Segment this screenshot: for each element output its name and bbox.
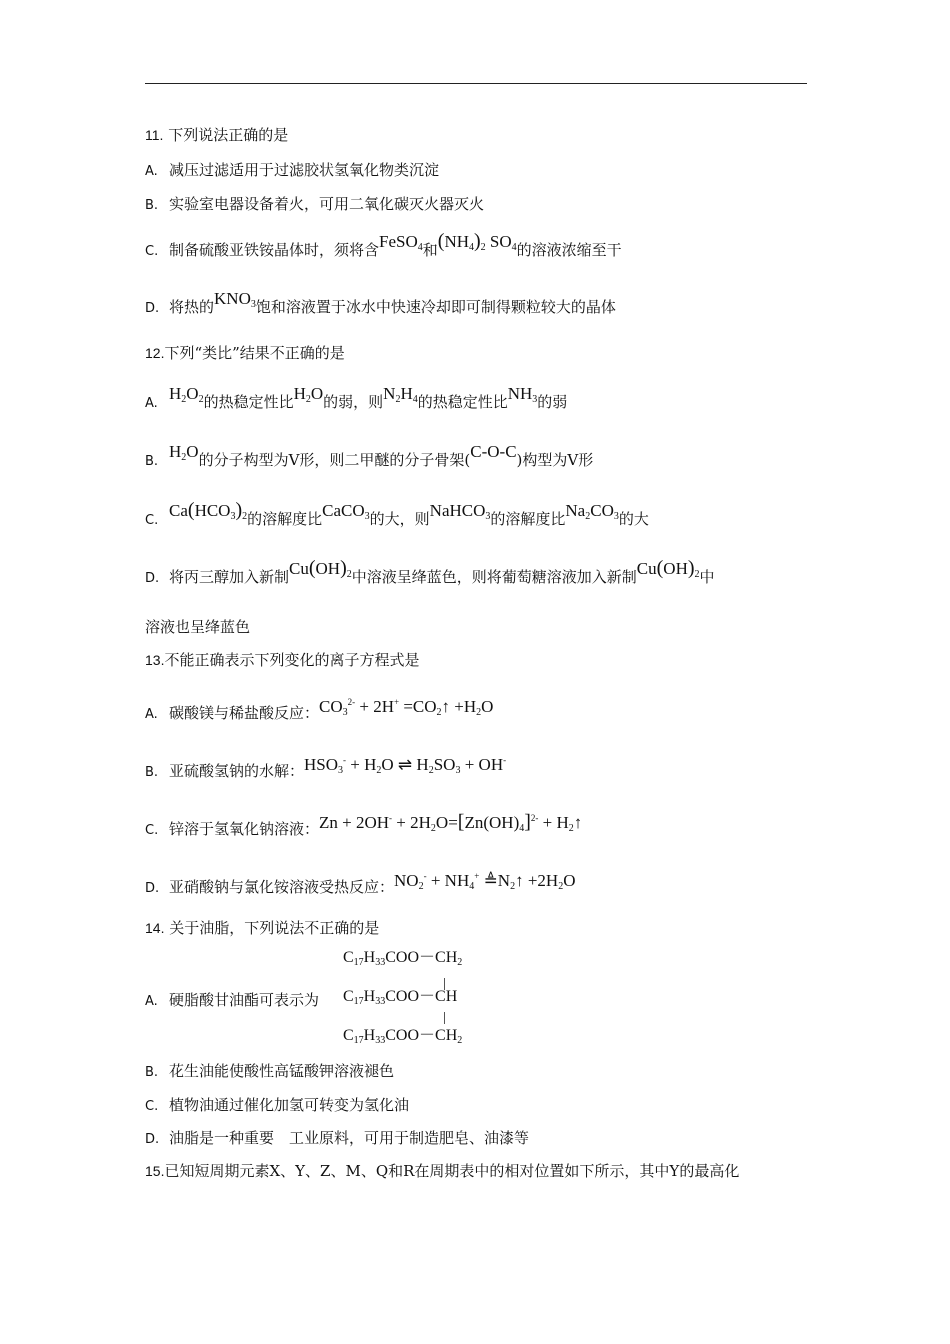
q13-option-a: A. 碳酸镁与稀盐酸反应：$CO_3^{2-} + 2H^+$ $=CO_2↑ +H_2O$	[145, 697, 494, 722]
q14-option-d: D. 油脂是一种重要 工业原料，可用于制造肥皂、油漆等	[145, 1129, 530, 1147]
q12-option-a: $A.H_2O_2$的热稳定性比$H_2O$的弱，则$N_2H_4$的热稳定性比$NH_3$的弱	[145, 384, 568, 411]
q12-option-b: $B.H_2O$的分子构型为Ⅴ形，则二甲醚的分子骨架(C-O-C)构型为Ⅴ形	[145, 442, 594, 469]
q14-option-b: B. 花生油能使酸性高锰酸钾溶液褪色	[145, 1062, 395, 1080]
q11-option-d: D. 将热的$KNO_3$饱和溶液置于冰水中快速冷却即可制得颗粒较大的晶体	[145, 289, 616, 316]
question-13: 13.不能正确表示下列变化的离子方程式是	[145, 651, 420, 669]
header-rule	[145, 83, 807, 84]
q12-option-d: D. 将丙三醇加入新制$Cu(OH)_2$中溶液呈绛蓝色，则将葡萄糖溶液加入新制$Cu(OH)_2$中	[145, 557, 715, 586]
q14-option-c: C. 植物油通过催化加氢可转变为氢化油	[145, 1096, 410, 1114]
q11-option-b: B. 实验室电器设备着火，可用二氧化碳灭火器灭火	[145, 195, 485, 213]
q14-option-a: A. 硬脂酸甘油酯可表示为	[145, 991, 320, 1009]
q11-option-c: C. 制备硫酸亚铁铵晶体时，须将含FeSO$_4$和$(NH_4)_2$ $SO_4$的溶液浓缩至干	[145, 230, 622, 259]
structure-bond	[444, 1012, 445, 1024]
structure-bond	[444, 978, 445, 990]
question-15: 15.已知短周期元素X、Y、Z、M、Q和R在周期表中的相对位置如下所示，其中Y的最高化	[145, 1162, 740, 1180]
q13-option-b: B. 亚硫酸氢钠的水解：$HSO_3^- + H_2O$ ⇌ $H_2SO_3 + OH^-$	[145, 755, 507, 780]
q12-option-c: $C.Ca(HCO_3)_2$的溶解度比CaCO$_3$的大，则NaHCO$_3$的溶解度比$Na_2CO_3$的大	[145, 499, 649, 528]
question-14: 14. 关于油脂，下列说法不正确的是	[145, 919, 380, 937]
question-11: 11. 下列说法正确的是	[145, 126, 289, 144]
q12-option-d-continued: 溶液也呈绛蓝色	[145, 618, 251, 636]
q11-option-a: A. 减压过滤适用于过滤胶状氢氧化物类沉淀	[145, 161, 440, 179]
q13-option-d: D. 亚硝酸钠与氯化铵溶液受热反应：$NO_2^- + NH_4^+$ $≜N_2↑ +2H_2O$	[145, 871, 576, 896]
q13-option-c: C. 锌溶于氢氧化钠溶液：$Zn + 2OH^- + 2H_2O=[Zn(OH)_4]^{2-}$ + $H_2↑$	[145, 811, 583, 838]
glyceride-structure: $C_{17}H_{33}COO-CH_2$ $C_{17}H_{33}COO-CH$ $C_{17}H_{33}COO-CH_2$	[343, 949, 463, 1046]
question-12: 12.下列“类比”结果不正确的是	[145, 344, 345, 362]
